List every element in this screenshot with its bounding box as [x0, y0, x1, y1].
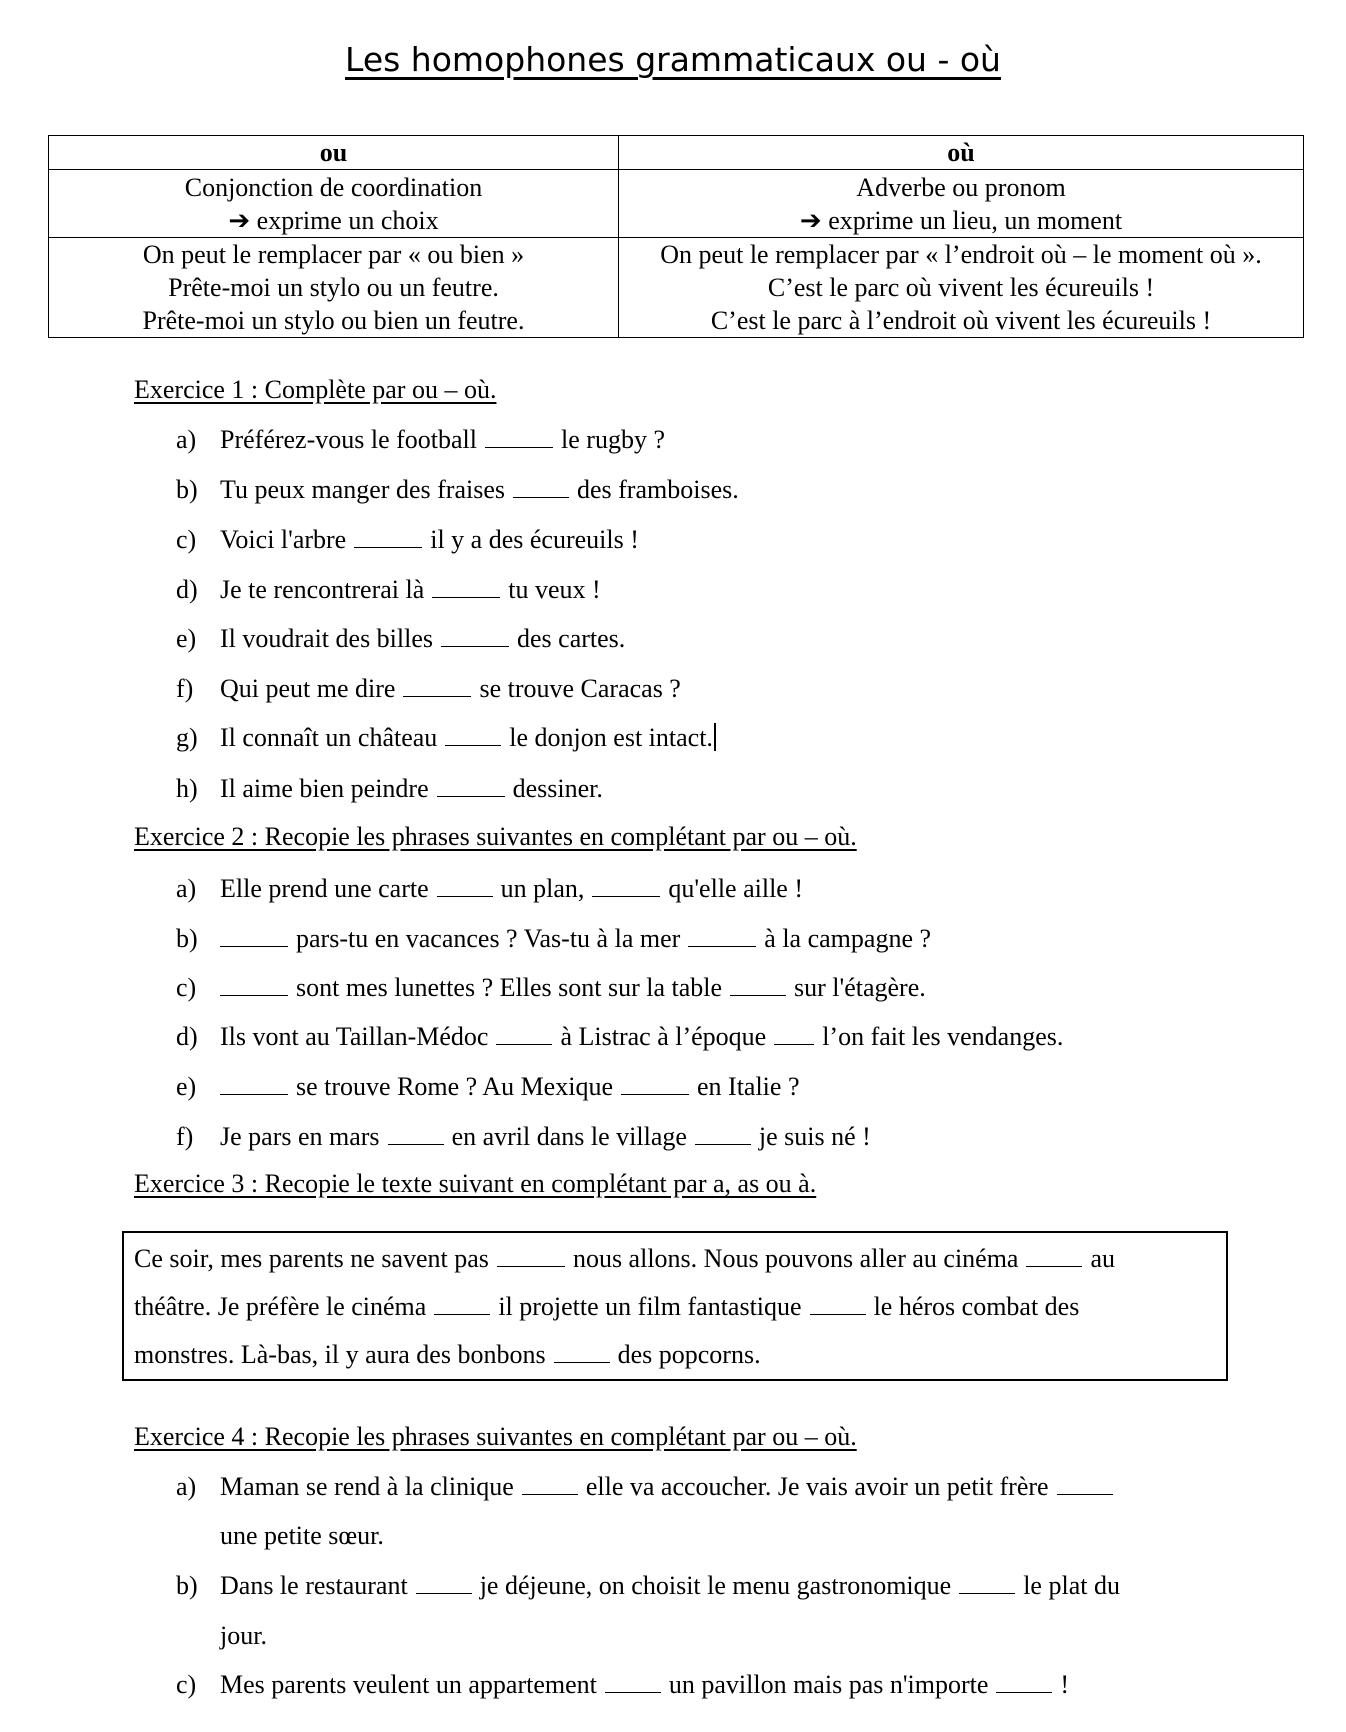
- answer-blank[interactable]: [445, 744, 501, 746]
- answer-blank[interactable]: [1057, 1493, 1113, 1495]
- box-text: monstres. Là-bas, il y aura des bonbons: [134, 1340, 546, 1369]
- ex1-item-g: [176, 723, 716, 753]
- ex2-item-c: [176, 973, 926, 1003]
- item-text: des framboises.: [576, 475, 739, 504]
- item-label: e): [176, 1072, 197, 1101]
- page-title: Les homophones grammaticaux ou - où: [345, 40, 1001, 79]
- answer-blank[interactable]: [996, 1691, 1052, 1693]
- answer-blank[interactable]: [695, 1143, 751, 1145]
- box-text: nous allons. Nous pouvons aller au cinéma: [572, 1244, 1019, 1273]
- item-label: e): [176, 624, 197, 653]
- ou-accent-example: [619, 238, 1304, 338]
- item-text: Voici l'arbre: [220, 525, 347, 554]
- ex1-item-c: [176, 525, 639, 555]
- item-text: pars-tu en vacances ? Vas-tu à la mer: [296, 924, 681, 953]
- answer-blank[interactable]: [388, 1143, 444, 1145]
- ex4-item-c: [176, 1670, 1069, 1700]
- item-label: f): [176, 674, 194, 703]
- item-text: dessiner.: [512, 774, 603, 803]
- answer-blank[interactable]: [959, 1592, 1015, 1594]
- answer-blank[interactable]: [437, 895, 493, 897]
- item-text: des cartes.: [517, 624, 626, 653]
- ex4-item-b: [176, 1571, 1120, 1601]
- answer-blank[interactable]: [496, 1043, 552, 1045]
- answer-blank[interactable]: [592, 895, 660, 897]
- item-label: g): [176, 723, 198, 752]
- item-text: qu'elle aille !: [668, 874, 803, 903]
- exercise-4-title: Exercice 4 : Recopie les phrases suivantes en complétant par ou – où.: [134, 1422, 857, 1451]
- item-label: a): [176, 874, 197, 903]
- item-text: se trouve Caracas ?: [479, 674, 681, 703]
- ex2-item-a: [176, 874, 803, 904]
- item-text: un plan,: [500, 874, 585, 903]
- item-text: Je te rencontrerai là: [220, 575, 425, 604]
- item-text: elle va accoucher. Je vais avoir un petit frère: [585, 1472, 1049, 1501]
- cell-line: On peut le remplacer par « l’endroit où – le moment où ».: [660, 240, 1262, 269]
- item-label: c): [176, 1670, 197, 1699]
- item-text: le plat du: [1023, 1571, 1120, 1600]
- cell-line: Prête-moi un stylo ou un feutre.: [168, 273, 499, 302]
- cell-line: Conjonction de coordination: [184, 172, 483, 202]
- item-label: d): [176, 575, 198, 604]
- ex2-item-b: [176, 924, 931, 954]
- rules-table: [48, 135, 1304, 338]
- item-text: le donjon est intact.: [509, 723, 713, 752]
- answer-blank[interactable]: [554, 1361, 610, 1363]
- box-text: Ce soir, mes parents ne savent pas: [134, 1244, 489, 1273]
- item-text: tu veux !: [508, 575, 601, 604]
- item-label: c): [176, 973, 197, 1002]
- answer-blank[interactable]: [513, 496, 569, 498]
- box-text: il projette un film fantastique: [498, 1292, 802, 1321]
- header-ou: ou: [49, 136, 619, 170]
- answer-blank[interactable]: [485, 446, 553, 448]
- ou-definition: [49, 170, 619, 238]
- item-label: c): [176, 525, 197, 554]
- cell-line: ➔ exprime un choix: [228, 205, 439, 235]
- item-label: h): [176, 774, 198, 803]
- ex4-item-a: [176, 1472, 1121, 1502]
- exercise-3-title: Exercice 3 : Recopie le texte suivant en complétant par a, as ou à.: [134, 1169, 817, 1198]
- item-text: Qui peut me dire: [220, 674, 396, 703]
- answer-blank[interactable]: [432, 596, 500, 598]
- ou-example: [49, 238, 619, 338]
- item-text: à la campagne ?: [764, 924, 932, 953]
- item-text: Je pars en mars: [220, 1122, 380, 1151]
- item-text: Tu peux manger des fraises: [220, 475, 505, 504]
- answer-blank[interactable]: [403, 695, 471, 697]
- answer-blank[interactable]: [1026, 1265, 1082, 1267]
- answer-blank[interactable]: [441, 645, 509, 647]
- item-label: a): [176, 1472, 197, 1501]
- ex2-item-e: [176, 1072, 800, 1102]
- item-label: a): [176, 425, 197, 454]
- answer-blank[interactable]: [354, 546, 422, 548]
- cell-line: C’est le parc à l’endroit où vivent les écureuils !: [710, 306, 1212, 335]
- ou-accent-definition: [619, 170, 1304, 238]
- box-text: théâtre. Je préfère le cinéma: [134, 1292, 427, 1321]
- item-text: l’on fait les vendanges.: [822, 1022, 1064, 1051]
- answer-blank[interactable]: [220, 945, 288, 947]
- item-text: Maman se rend à la clinique: [220, 1472, 514, 1501]
- box-text: des popcorns.: [617, 1340, 761, 1369]
- box-line: [134, 1331, 1216, 1379]
- item-text: Mes parents veulent un appartement: [220, 1670, 597, 1699]
- item-text: Il aime bien peindre: [220, 774, 429, 803]
- item-text: se trouve Rome ? Au Mexique: [296, 1072, 613, 1101]
- answer-blank[interactable]: [416, 1592, 472, 1594]
- ex2-item-f: [176, 1122, 871, 1152]
- exercise-3-text-box: [122, 1231, 1228, 1381]
- box-line: [134, 1283, 1216, 1331]
- cell-line: C’est le parc où vivent les écureuils !: [767, 273, 1155, 302]
- cell-line: Prête-moi un stylo ou bien un feutre.: [142, 306, 525, 335]
- item-text: le rugby ?: [561, 425, 665, 454]
- ex1-item-d: [176, 575, 601, 605]
- answer-blank[interactable]: [774, 1043, 814, 1045]
- item-text: sont mes lunettes ? Elles sont sur la table: [296, 973, 723, 1002]
- exercise-2-title: Exercice 2 : Recopie les phrases suivantes en complétant par ou – où.: [134, 822, 857, 851]
- ex4-item-b-continuation: jour.: [220, 1621, 267, 1650]
- answer-blank[interactable]: [605, 1691, 661, 1693]
- answer-blank[interactable]: [434, 1313, 490, 1315]
- item-text: sur l'étagère.: [794, 973, 926, 1002]
- box-text: le héros combat des: [873, 1292, 1080, 1321]
- item-text: à Listrac à l’époque: [560, 1022, 767, 1051]
- box-text: au: [1090, 1244, 1116, 1273]
- cell-line: On peut le remplacer par « ou bien »: [142, 240, 525, 269]
- item-text: un pavillon mais pas n'importe: [668, 1670, 989, 1699]
- item-text: Il connaît un château: [220, 723, 438, 752]
- exercise-1-title: Exercice 1 : Complète par ou – où.: [134, 375, 497, 404]
- answer-blank[interactable]: [810, 1313, 866, 1315]
- item-text: je déjeune, on choisit le menu gastronomique: [479, 1571, 952, 1600]
- item-text: Dans le restaurant: [220, 1571, 408, 1600]
- answer-blank[interactable]: [621, 1093, 689, 1095]
- answer-blank[interactable]: [730, 994, 786, 996]
- item-text: je suis né !: [758, 1122, 871, 1151]
- item-label: b): [176, 924, 198, 953]
- item-label: f): [176, 1122, 194, 1151]
- item-text: !: [1060, 1670, 1070, 1699]
- item-text: Préférez-vous le football: [220, 425, 478, 454]
- ex4-item-a-continuation: une petite sœur.: [220, 1521, 384, 1550]
- cell-line: Adverbe ou pronom: [856, 172, 1066, 202]
- box-line: [134, 1235, 1216, 1283]
- answer-blank[interactable]: [522, 1493, 578, 1495]
- item-text: Ils vont au Taillan-Médoc: [220, 1022, 489, 1051]
- ex1-item-a: [176, 425, 665, 455]
- item-text: Il voudrait des billes: [220, 624, 434, 653]
- answer-blank[interactable]: [437, 795, 505, 797]
- header-ou-accent: où: [619, 136, 1304, 170]
- cell-line: ➔ exprime un lieu, un moment: [799, 205, 1123, 235]
- answer-blank[interactable]: [220, 1093, 288, 1095]
- item-text: il y a des écureuils !: [430, 525, 639, 554]
- item-label: b): [176, 475, 198, 504]
- ex1-item-h: [176, 774, 603, 804]
- ex2-item-d: [176, 1022, 1063, 1052]
- ex1-item-f: [176, 674, 681, 704]
- item-text: Elle prend une carte: [220, 874, 429, 903]
- ex1-item-e: [176, 624, 625, 654]
- item-text: en avril dans le village: [451, 1122, 687, 1151]
- text-cursor: [714, 723, 716, 751]
- answer-blank[interactable]: [688, 945, 756, 947]
- item-text: en Italie ?: [697, 1072, 800, 1101]
- item-label: d): [176, 1022, 198, 1051]
- ex1-item-b: [176, 475, 739, 505]
- item-label: b): [176, 1571, 198, 1600]
- answer-blank[interactable]: [497, 1265, 565, 1267]
- answer-blank[interactable]: [220, 994, 288, 996]
